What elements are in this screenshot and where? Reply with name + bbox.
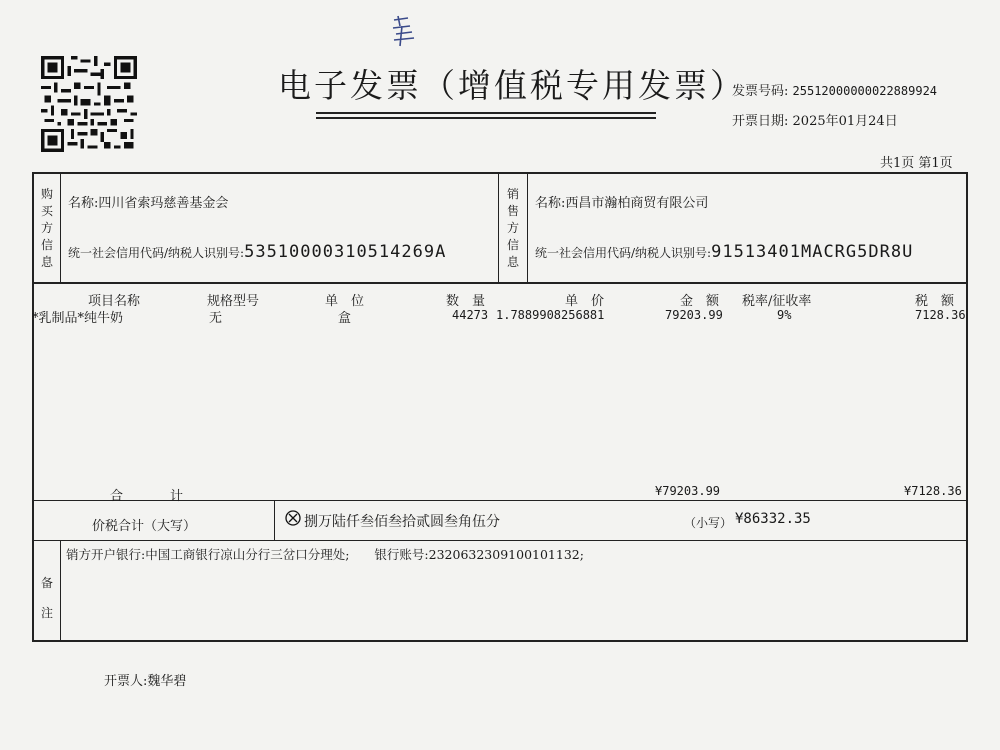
seller-tax-id-label: 统一社会信用代码/纳税人识别号: (535, 246, 712, 260)
seller-tax-row (535, 242, 913, 262)
invoice-title: 电子发票（增值税专用发票） (278, 66, 746, 105)
total-tax: ¥7128.36 (904, 484, 962, 498)
grand-total-lower-value: ¥86332.35 (735, 511, 811, 527)
buyer-name: 四川省索玛慈善基金会 (98, 196, 229, 211)
invoice-date: 2025年01月24日 (792, 114, 898, 129)
page-count: 共1页 第1页 (880, 156, 953, 171)
issuer-label: 开票人: (104, 674, 148, 689)
buyer-tax-id: 53510000310514269A (244, 242, 447, 262)
issuer-name: 魏华碧 (147, 674, 187, 689)
item-rate: 9% (777, 308, 792, 322)
total-amount: ¥79203.99 (655, 484, 721, 498)
buyer-tax-row (68, 242, 446, 262)
header-qty: 数 量 (446, 294, 486, 309)
item-qty: 44273 (452, 308, 489, 322)
buyer-tax-id-label: 统一社会信用代码/纳税人识别号: (68, 246, 245, 260)
invoice-date-label: 开票日期: (732, 114, 789, 129)
grand-total-lower-label: （小写） (684, 516, 733, 530)
grand-total-label: 价税合计（大写） (92, 519, 197, 534)
header-price: 单 价 (565, 294, 605, 309)
item-unit: 盒 (338, 311, 352, 326)
buyer-name-label: 名称: (68, 196, 99, 211)
grand-total-upper: 捌万陆仟叁佰叁拾贰圆叁角伍分 (304, 514, 500, 530)
invoice-number: 25512000000022889924 (792, 84, 938, 98)
item-name: *乳制品*纯牛奶 (32, 311, 124, 326)
issuer-row (104, 670, 186, 689)
total-label: 合 计 (110, 489, 186, 504)
item-spec: 无 (209, 311, 223, 326)
buyer-name-row (68, 192, 228, 211)
remarks-text: 销方开户银行:中国工商银行凉山分行三岔口分理处; 银行账号:2320632309100101132; (66, 547, 584, 562)
item-tax: 7128.36 (915, 308, 966, 322)
item-price: 1.7889908256881 (496, 308, 605, 322)
header-amount: 金 额 (680, 294, 720, 309)
invoice-date-row (732, 110, 898, 129)
seller-name: 西昌市瀚柏商贸有限公司 (565, 196, 709, 211)
header-unit: 单 位 (325, 294, 365, 309)
header-spec: 规格型号 (207, 294, 260, 309)
header-item-name: 项目名称 (88, 294, 141, 309)
cross-circle-icon (285, 510, 301, 526)
remarks-side-label: 备 注 (40, 576, 53, 620)
item-amount: 79203.99 (665, 308, 723, 322)
title-underline (316, 112, 656, 114)
header-tax: 税 额 (915, 294, 955, 309)
seller-tax-id: 91513401MACRG5DR8U (711, 242, 914, 262)
handwritten-mark (390, 14, 418, 50)
buyer-side-label: 购 买 方 信 息 (40, 187, 53, 269)
invoice-number-row (732, 80, 937, 99)
seller-name-label: 名称: (535, 196, 566, 211)
seller-name-row (535, 192, 708, 211)
invoice-number-label: 发票号码: (732, 84, 789, 99)
header-rate: 税率/征收率 (742, 294, 812, 309)
title-underline (316, 117, 656, 119)
seller-side-label: 销 售 方 信 息 (506, 187, 519, 269)
qr-code (41, 56, 137, 152)
